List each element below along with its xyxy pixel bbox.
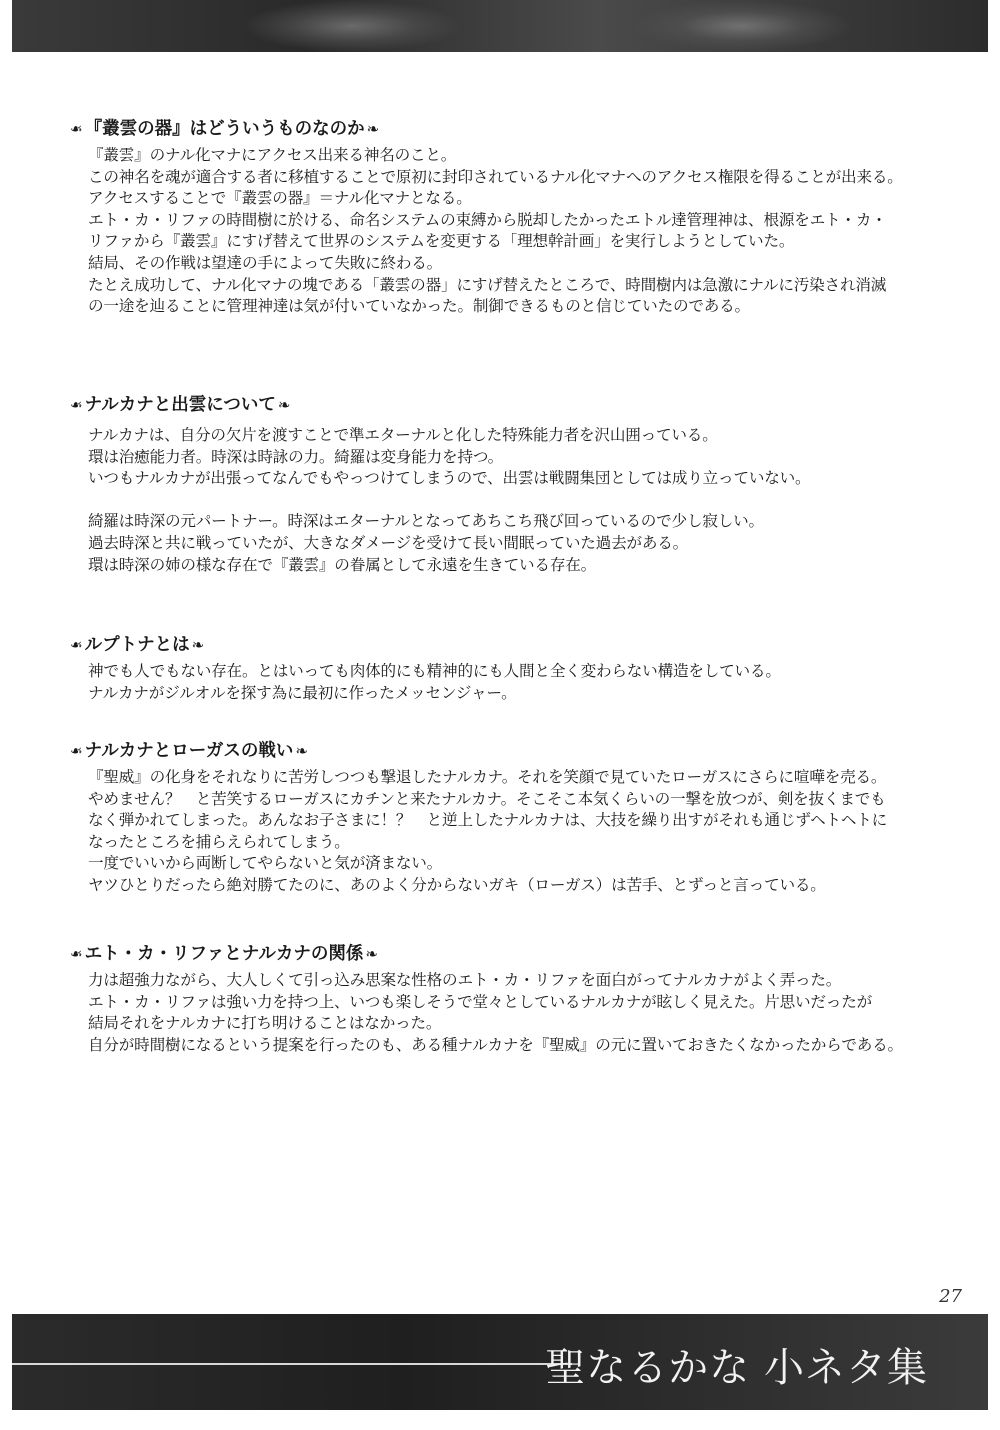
flourish-left-icon: ❧ [70, 945, 83, 963]
flourish-left-icon: ❧ [70, 742, 83, 760]
flourish-left-icon: ❧ [70, 120, 83, 138]
section-body [88, 970, 968, 1056]
section-heading-text: 『叢雲の器』はどういうものなのか [84, 119, 365, 139]
body-line: なく弾かれてしまった。あんなお子さまに！？ と逆上したナルカナは、大技を繰り出すがそれも通じずヘトヘトに [88, 811, 888, 830]
section-heading [68, 739, 968, 763]
body-line: やめません？ と苦笑するローガスにカチンと来たナルカナ。そこそこ本気くらいの一撃を放つが、剣を抜くまでも [88, 789, 886, 808]
body-line: 自分が時間樹になるという提案を行ったのも、ある種ナルカナを『聖威』の元に置いておきたくなかったからである。 [88, 1035, 903, 1054]
body-line: 『聖威』の化身をそれなりに苦労しつつも撃退したナルカナ。それを笑顔で見ていたローガスにさらに喧嘩を売る。 [88, 768, 887, 786]
body-line: エト・カ・リファは強い力を持つ上、いつも楽しそうで堂々としているナルカナが眩しく見えた。片思いだったが [88, 992, 872, 1011]
body-line: 一度でいいから両断してやらないと気が済まない。 [88, 854, 443, 873]
section-heading-text: エト・カ・リファとナルカナの関係 [84, 944, 364, 964]
body-line: の一途を辿ることに管理神達は気が付いていなかった。制御できるものと信じていたのである。 [88, 297, 750, 316]
body-line: 結局それをナルカナに打ち明けることはなかった。 [88, 1014, 442, 1033]
body-line: ナルカナは、自分の欠片を渡すことで準エターナルと化した特殊能力者を沢山囲っている。 [88, 426, 718, 444]
section-etkalifa-narukana [68, 942, 968, 1056]
body-line: たとえ成功して、ナル化マナの塊である「叢雲の器」にすげ替えたところで、時間樹内は急激にナルに汚染され消滅 [88, 275, 887, 294]
section-heading [68, 633, 968, 657]
banner-ornament-right [632, 0, 852, 52]
book-title: 聖なるかな 小ネタ集 [545, 1345, 928, 1391]
body-line: リファから『叢雲』にすげ替えて世界のシステムを変更する「理想幹計画」を実行しようとしていた。 [88, 232, 795, 251]
section-heading [68, 117, 968, 141]
section-body [88, 767, 968, 897]
body-line: エト・カ・リファの時間樹に於ける、命名システムの束縛から脱却したかったエトル達管理神は、根源をエト・カ・ [88, 210, 887, 229]
top-decorative-banner [12, 0, 988, 52]
flourish-right-icon: ❧ [366, 120, 380, 138]
section-heading-text: ナルカナと出雲について [84, 395, 276, 415]
section-heading-text: ルプトナとは [84, 635, 190, 655]
section-heading [68, 393, 968, 417]
body-line: ヤツひとりだったら絶対勝てたのに、あのよく分からないガキ（ローガス）は苦手、とずっと言っている。 [88, 875, 826, 894]
banner-rule-line [12, 1363, 572, 1365]
banner-ornament-left [242, 0, 462, 52]
body-line: ナルカナがジルオルを探す為に最初に作ったメッセンジャー。 [88, 683, 517, 702]
body-line: 環は治癒能力者。時深は時詠の力。綺羅は変身能力を持つ。 [88, 447, 504, 466]
section-murakumo-vessel [68, 117, 968, 318]
section-body [88, 425, 968, 576]
body-line: 力は超強力ながら、大人しくて引っ込み思案な性格のエト・カ・リファを面白がってナルカナがよく弄った。 [88, 971, 842, 989]
body-line: 結局、その作戦は望達の手によって失敗に終わる。 [88, 253, 443, 272]
section-ruptna [68, 633, 968, 704]
section-heading-text: ナルカナとローガスの戦い [84, 741, 294, 761]
flourish-right-icon: ❧ [295, 742, 308, 760]
section-narukana-rogas-battle [68, 739, 968, 897]
flourish-right-icon: ❧ [365, 945, 378, 963]
body-line: いつもナルカナが出張ってなんでもやっつけてしまうので、出雲は戦闘集団としては成り立っていない。 [88, 469, 811, 488]
body-line: 神でも人でもない存在。とはいっても肉体的にも精神的にも人間と全く変わらない構造をしている。 [88, 662, 781, 680]
section-body [88, 145, 968, 318]
section-heading [68, 942, 968, 966]
flourish-right-icon: ❧ [277, 396, 291, 414]
section-body [88, 661, 968, 704]
flourish-right-icon: ❧ [191, 636, 205, 654]
paragraph-gap [88, 490, 968, 512]
section-narukana-izumo [68, 393, 968, 576]
body-line: 綺羅は時深の元パートナー。時深はエターナルとなってあちこち飛び回っているので少し寂しい。 [88, 512, 764, 531]
body-line: 環は時深の姉の様な存在で『叢雲』の眷属として永遠を生きている存在。 [88, 555, 596, 574]
body-line: この神名を魂が適合する者に移植することで原初に封印されているナル化マナへのアクセス権限を得ることが出来る。 [88, 167, 903, 186]
flourish-left-icon: ❧ [70, 636, 83, 654]
page-number: 27 [939, 1286, 962, 1307]
bottom-title-banner [12, 1314, 988, 1410]
body-line: 『叢雲』のナル化マナにアクセス出来る神名のこと。 [88, 146, 457, 164]
flourish-left-icon: ❧ [70, 396, 83, 414]
body-line: アクセスすることで『叢雲の器』＝ナル化マナとなる。 [88, 189, 472, 208]
body-line: 過去時深と共に戦っていたが、大きなダメージを受けて長い間眠っていた過去がある。 [88, 533, 689, 552]
body-line: なったところを捕らえられてしまう。 [88, 832, 350, 851]
